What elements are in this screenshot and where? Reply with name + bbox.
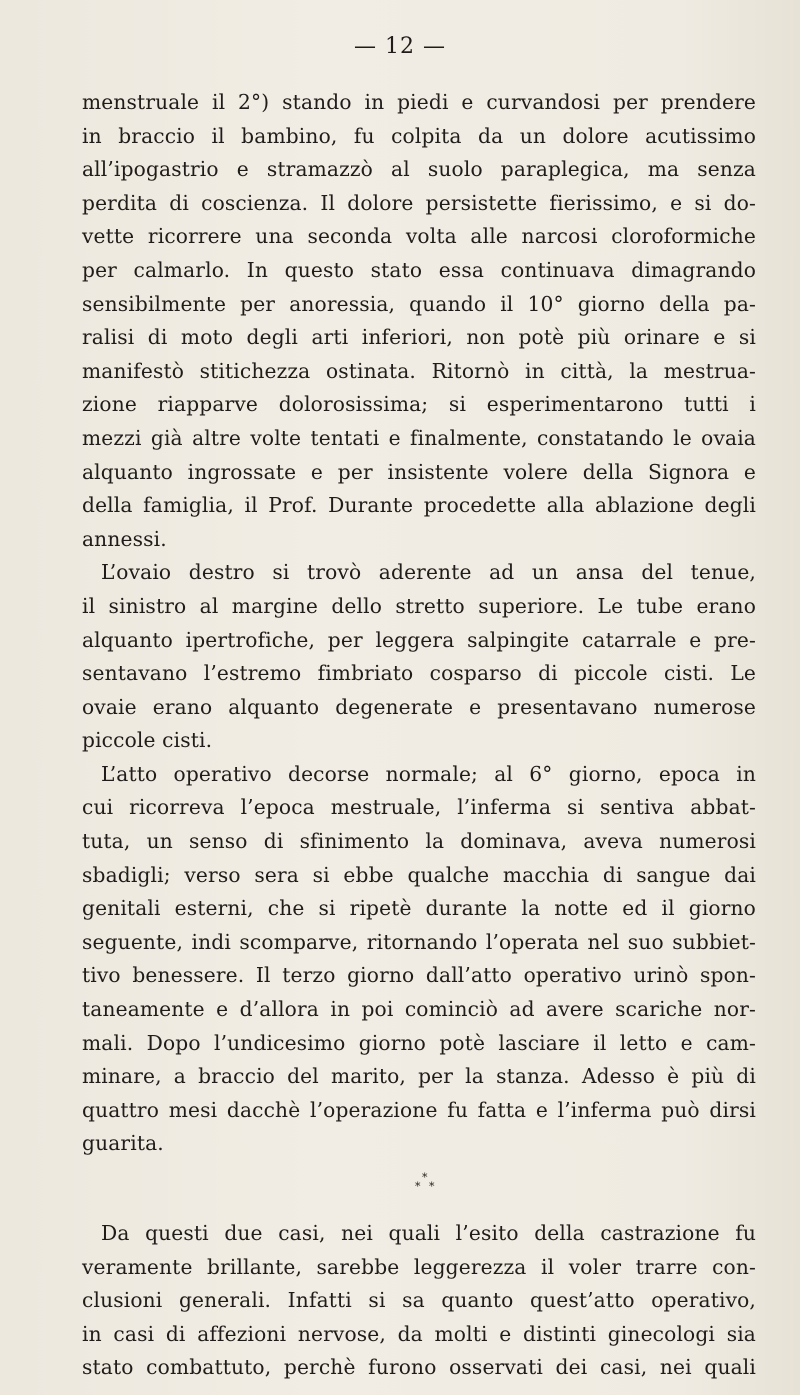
text-line: mezzi già altre volte tentati e finalmente, constatando le ovaia <box>82 425 756 450</box>
text-line: in braccio il bambino, fu colpita da un dolore acutissimo <box>82 123 756 148</box>
paragraph-1 <box>82 86 756 556</box>
text-line: ovaie erano alquanto degenerate e presentavano numerose <box>82 694 756 719</box>
text-line: alquanto ingrossate e per insistente volere della Signora e <box>82 459 756 484</box>
text-line: L’atto operativo decorse normale; al 6° giorno, epoca in <box>101 761 756 786</box>
text-line: seguente, indi scomparve, ritornando l’operata nel suo subbiet- <box>82 929 756 954</box>
page-number: — 12 — <box>354 34 446 59</box>
text-line: tivo benessere. Il terzo giorno dall’atto operativo urinò spon- <box>82 963 756 988</box>
paragraph-4 <box>82 1217 756 1385</box>
text-line: annessi. <box>82 526 167 551</box>
text-line: per calmarlo. In questo stato essa continuava dimagrando <box>82 257 756 282</box>
text-line: cui ricorreva l’epoca mestruale, l’inferma si sentiva abbat- <box>82 795 756 820</box>
star-icon: * <box>422 1171 428 1184</box>
text-line: guarita. <box>82 1131 164 1156</box>
text-line: vette ricorrere una seconda volta alle narcosi cloroformiche <box>82 224 756 249</box>
text-line: in casi di affezioni nervose, da molti e distinti ginecologi sia <box>82 1321 756 1346</box>
text-line: all’ipogastrio e stramazzò al suolo paraplegica, ma senza <box>82 157 756 182</box>
text-line: taneamente e d’allora in poi cominciò ad avere scariche nor- <box>82 997 756 1022</box>
text-line: mali. Dopo l’undicesimo giorno potè lasciare il letto e cam- <box>82 1030 756 1055</box>
text-line: sensibilmente per anoressia, quando il 10° giorno della pa- <box>82 291 756 316</box>
text-line: minare, a braccio del marito, per la stanza. Adesso è più di <box>82 1064 756 1089</box>
paragraph-3 <box>82 758 756 1161</box>
text-line: quattro mesi dacchè l’operazione fu fatta e l’inferma può dirsi <box>82 1097 756 1122</box>
text-line: veramente brillante, sarebbe leggerezza il voler trarre con- <box>82 1254 756 1279</box>
text-line: menstruale il 2°) stando in piedi e curvandosi per prendere <box>82 90 756 114</box>
text-line: della famiglia, il Prof. Durante procedette alla ablazione degli <box>82 493 756 518</box>
star-icon: * <box>429 1180 435 1193</box>
text-line: zione riapparve dolorosissima; si esperimentarono tutti i <box>82 392 756 417</box>
text-line: alquanto ipertrofiche, per leggera salpingite catarrale e pre- <box>82 627 756 652</box>
text-line: tuta, un senso di sfinimento la dominava, aveva numerosi <box>82 829 756 854</box>
text-line: sentavano l’estremo fimbriato cosparso di piccole cisti. Le <box>82 661 756 686</box>
text-line: piccole cisti. <box>82 728 213 753</box>
text-line: clusioni generali. Infatti si sa quanto quest’atto operativo, <box>82 1288 756 1313</box>
text-line: perdita di coscienza. Il dolore persistette fierissimo, e si do- <box>82 190 756 215</box>
text-line: stato combattuto, perchè furono osservati dei casi, nei quali <box>82 1355 756 1380</box>
text-line: ralisi di moto degli arti inferiori, non potè più orinare e si <box>82 325 756 350</box>
body-text <box>82 86 756 1385</box>
text-line: il sinistro al margine dello stretto superiore. Le tube erano <box>82 593 756 618</box>
text-line: L’ovaio destro si trovò aderente ad un ansa del tenue, <box>101 560 756 585</box>
paragraph-2 <box>82 556 756 758</box>
text-line: Da questi due casi, nei quali l’esito della castrazione fu <box>101 1221 756 1245</box>
text-line: manifestò stitichezza ostinata. Ritornò in città, la mestrua- <box>82 358 756 383</box>
star-icon: * <box>415 1180 421 1193</box>
text-line: genitali esterni, che si ripetè durante la notte ed il giorno <box>82 896 756 921</box>
asterism-separator <box>82 1161 756 1217</box>
text-line: sbadigli; verso sera si ebbe qualche macchia di sangue dai <box>82 862 756 887</box>
